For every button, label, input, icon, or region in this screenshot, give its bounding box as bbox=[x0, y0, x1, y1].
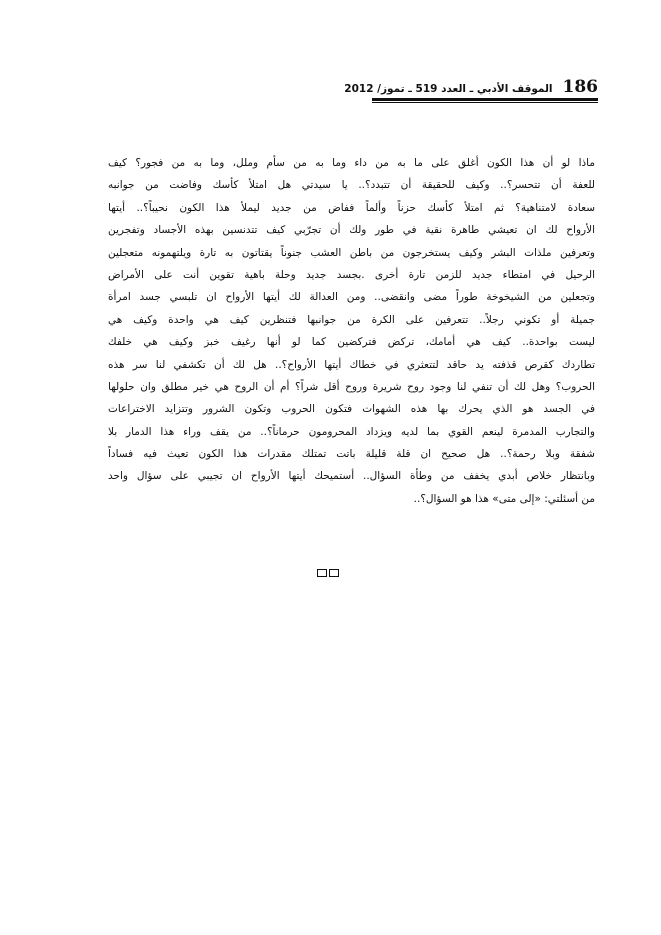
text-line: جميلة أو تكوني رجلاً.. تتعرفين على الكرة من جوانبها فتنظرين كيف هي واحدة وكيف هي bbox=[108, 313, 595, 326]
running-head: الموقف الأدبي ـ العدد 519 ـ تموز/ 2012 bbox=[344, 83, 553, 95]
text-line: والتجارب المدمرة لينعم القوي بما لديه ويزداد المحرومون حرماناً؟.. من يقف وراء هذا الدمار بلا bbox=[108, 425, 595, 438]
text-line: ماذا لو أن هذا الكون أغلق على ما به من داء وما به من سأم وملل، وما به من فجور؟ كيف bbox=[108, 157, 595, 169]
header-rule-thick bbox=[372, 98, 598, 101]
text-line: ليست بواحدة.. كيف هي أمامك، تركض فتركضين كما لو أنها رغيف خبز وكيف هي خلفك bbox=[108, 336, 595, 349]
page-header bbox=[344, 76, 598, 97]
text-line: للعفة أن تتحسر؟.. وكيف للحقيقة أن تتبدد؟.. يا سيدتي هل امتلأ كأسك وفاضت من جوانبه bbox=[108, 179, 595, 192]
text-line: الأرواح لك ان تعيشي طاهرة نقية في طور ولك أن تجرّبي كيف تتدنسين بهذه الأجساد وتفجرين bbox=[108, 224, 595, 237]
square-icon bbox=[317, 569, 327, 577]
text-line-last: من أسئلتي: «إلى متى» هذا هو السؤال؟.. bbox=[413, 492, 595, 505]
article-body bbox=[108, 152, 595, 510]
text-line: شفقة وبلا رحمة؟.. هل صحيح ان قلة قليلة باتت تمتلك مقدرات هذا الكون تعيث فيه فساداً bbox=[108, 448, 595, 461]
text-line: تطاردك كقرص قذفته يد حاقد لتتعثري في خطاك أيتها الأرواح؟.. هل لك أن تكشفي لنا سر هذه bbox=[108, 358, 595, 371]
text-line: الحروب؟ وهل لك أن تنفي لنا وجود روح شريرة وروح أقل شراً؟ أم أن الروح هي خير مطلق وان حلولها bbox=[108, 380, 595, 393]
text-line: سعادة لامتناهية؟ ثم امتلأ كأسك حزناً وألماً ففاض من جديد ليملأ هذا الكون نحيباً؟.. أيتها bbox=[108, 201, 595, 214]
end-of-article-mark bbox=[317, 569, 339, 577]
page-number: 186 bbox=[562, 77, 598, 97]
square-icon bbox=[329, 569, 339, 577]
text-line: وتعرفين ملذات البشر وكيف يستخرجون من باطن العشب جنوناً يقتاتون به تارة ويلتهمونه متعجلين bbox=[108, 246, 595, 259]
text-line: في الجسد هو الذي يحرك بها هذه الشهوات فتكون الحروب وتكون الشرور وتتزايد الاختراعات bbox=[108, 403, 595, 416]
text-line: وتجعلين من الشيخوخة طوراً مضى وانقضى.. ومن العدالة لك أيتها الأرواح ان تلبسي جسد امرأة bbox=[108, 291, 595, 304]
text-line: وبانتظار خلاص أبدي يخفف من وطأة السؤال.. أستميحك أيتها الأرواح ان تجيبي على سؤال واحد bbox=[108, 470, 595, 483]
text-line: الرحيل في امتطاء جديد للزمن تارة أخرى .بجسد جديد وحلة باهية تقوين أنت على الأمراض bbox=[108, 268, 595, 281]
header-rule-thin bbox=[372, 102, 598, 103]
